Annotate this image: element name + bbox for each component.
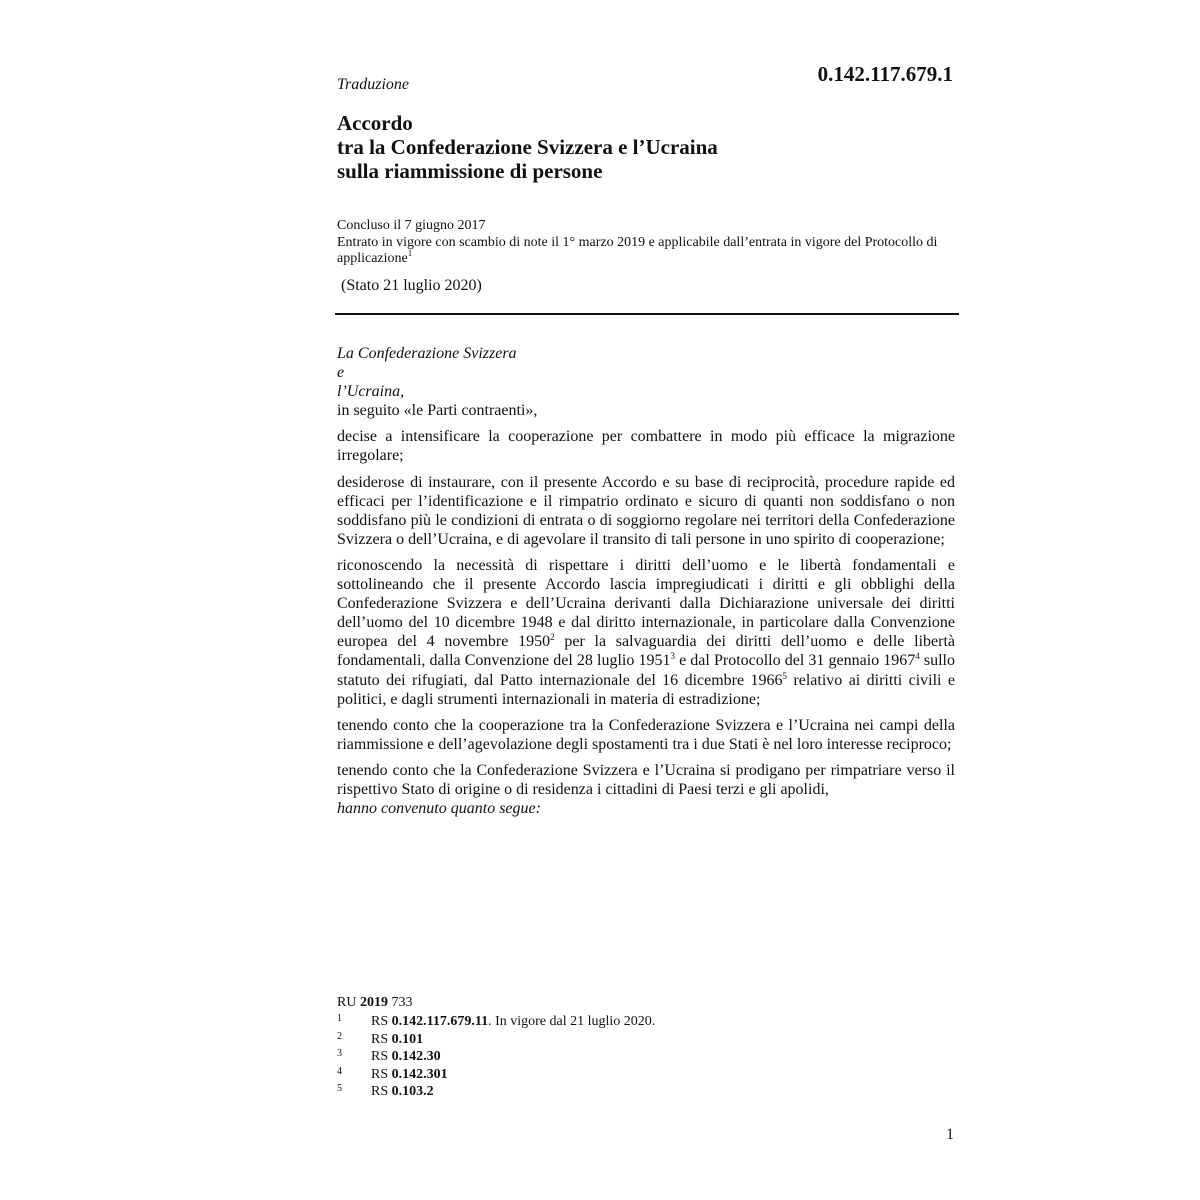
footnote-item <box>337 1084 955 1102</box>
footnote-item <box>337 1032 955 1050</box>
footnote-number: 5 <box>337 1083 342 1094</box>
footnote-link[interactable]: 0.103.2 <box>391 1084 434 1099</box>
header-divider <box>335 313 959 315</box>
page-number: 1 <box>946 1126 954 1143</box>
title-line-3: sulla riammissione di persone <box>337 159 603 183</box>
footnote-link[interactable]: 0.142.301 <box>391 1066 448 1082</box>
preamble-paragraph-3: riconoscendo la necessità di rispettare i diritti dell’uomo e le libertà fondamentali e sottolineando che il presente Accordo lascia impregiudicati i diritti e gli obblighi della Confederazione Svizzera e dell’Ucraina derivanti dalla Dichiarazione universale dei diritti dell’uomo del 10 dicembre 1948 e dal diritto internazionale, in particolare dalla Convenzione europea del 4 novembre 1950$^2$ per la salvaguardia dei diritti dell’uomo e delle libertà fondamentali, dalla Convenzione del 28 luglio 1951$^3$ e dal Protocollo del 31 gennaio 1967$^4$ sullo statuto dei rifugiati, dal Patto internazionale del 16 dicembre 1966$^5$ relativo ai diritti civili e politici, e dagli strumenti internazionali in materia di estradizione; <box>337 556 956 708</box>
footnote-text: RS 0.101 <box>371 1031 424 1047</box>
closing-formula: hanno convenuto quanto segue: <box>337 800 541 818</box>
status-date: (Stato 21 luglio 2020) <box>341 276 482 294</box>
title-line-1: Accordo <box>337 111 413 135</box>
entry-into-force: Entrato in vigore con scambio di note il 1° marzo 2019 e applicabile dall’entrata in vigore del Protocollo di applicazione$^1$ <box>337 234 938 266</box>
footnote-number: 1 <box>337 1013 342 1024</box>
footnote-ref-2[interactable]: 2 <box>550 632 555 643</box>
footnote-link[interactable]: 0.142.117.679.11 <box>391 1014 489 1029</box>
footnote-item <box>337 1014 955 1032</box>
translation-label: Traduzione <box>337 76 410 93</box>
footnote-number: 3 <box>337 1048 342 1059</box>
footnotes <box>337 994 955 1102</box>
preamble-paragraph-1: decise a intensificare la cooperazione per combattere in modo più efficace la migrazione irregolare; <box>337 428 955 465</box>
footnote-text: RS 0.142.301 <box>371 1066 448 1082</box>
preamble-paragraph-4: tenendo conto che la cooperazione tra la Confederazione Svizzera e l’Ucraina nei campi della riammissione e dell’agevolazione degli spostamenti tra i due Stati è nel loro interesse reciproco; <box>337 716 955 753</box>
preamble-paragraph-5: tenendo conto che la Confederazione Svizzera e l’Ucraina si prodigano per rimpatriare verso il rispettivo Stato di origine o di residenza i cittadini di Paesi terzi e gli apolidi, <box>337 761 955 798</box>
preamble-paragraph-2: desiderose di instaurare, con il presente Accordo e su base di reciprocità, procedure rapide ed efficaci per l’identificazione e il rimpatrio ordinato e sicuro di quanti non soddisfano o non soddisfano più le condizioni di entrata o di soggiorno regolare nei territori della Confederazione Svizzera o dell’Ucraina, e di agevolare il transito di tali persone in uno spirito di cooperazione; <box>337 473 955 548</box>
footnote-ref-3[interactable]: 3 <box>670 651 675 662</box>
footnote-text: RS 0.142.117.679.11. In vigore dal 21 luglio 2020. <box>371 1014 656 1029</box>
document-title <box>337 111 957 183</box>
party-conjunction: e <box>337 364 345 382</box>
footnote-text: RS 0.103.2 <box>371 1084 434 1099</box>
party-1: La Confederazione Svizzera <box>337 345 517 362</box>
document-metadata <box>337 218 957 296</box>
footnote-ref-4[interactable]: 4 <box>915 651 920 662</box>
footnote-ref-1[interactable]: 1 <box>407 248 413 258</box>
footnote-number: 4 <box>337 1065 342 1077</box>
footnote-link[interactable]: 0.142.30 <box>391 1049 441 1064</box>
footnote-item <box>337 1049 955 1067</box>
preamble <box>337 344 955 818</box>
title-line-2: tra la Confederazione Svizzera e l’Ucraina <box>337 135 718 159</box>
hereinafter-clause: in seguito «le Parti contraenti», <box>337 402 538 420</box>
footnote-item <box>337 1067 955 1085</box>
footnote-number: 2 <box>337 1030 342 1042</box>
sr-number: 0.142.117.679.1 <box>817 62 953 86</box>
footnote-text: RS 0.142.30 <box>371 1049 441 1064</box>
footnote-ref-5[interactable]: 5 <box>782 670 788 681</box>
concluded-date: Concluso il 7 giugno 2017 <box>337 218 486 233</box>
footnote-link[interactable]: 0.101 <box>391 1031 424 1047</box>
party-2: l’Ucraina, <box>337 383 405 401</box>
ru-reference: RU 2019 733 <box>337 995 413 1010</box>
